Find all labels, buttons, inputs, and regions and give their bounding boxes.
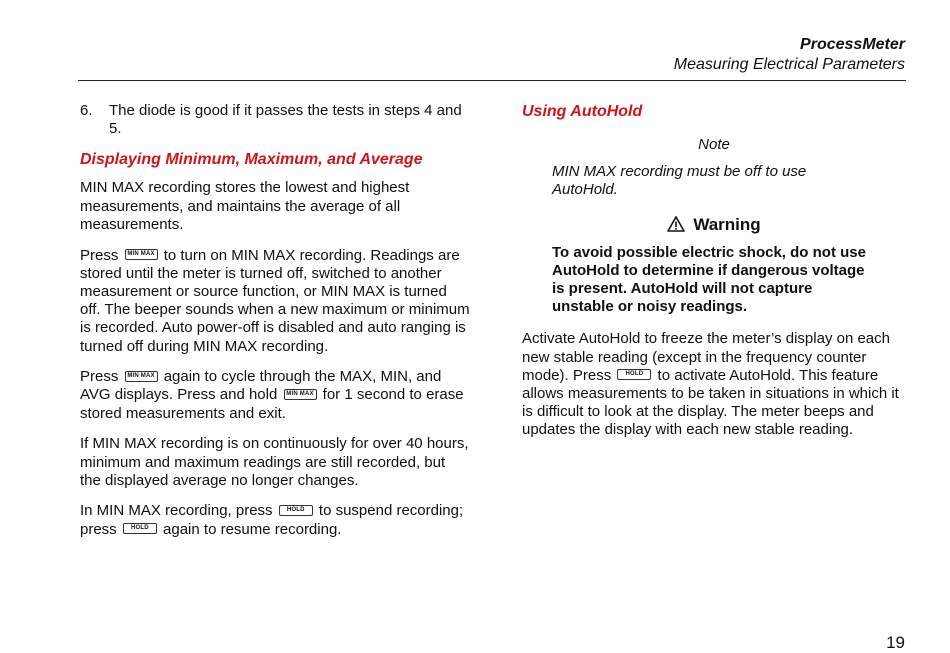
text-segment: Activate AutoHold to freeze the meter’s display on each new stable reading (except in the frequency counter mode). Press — [522, 330, 890, 384]
section-heading-minmax: Displaying Minimum, Maximum, and Average — [80, 151, 423, 169]
hold-key-icon: HOLD — [123, 523, 157, 534]
section-heading-autohold: Using AutoHold — [522, 103, 643, 120]
text-segment: In MIN MAX recording, press — [80, 502, 273, 520]
text-segment: Press — [80, 368, 119, 386]
text-segment: to activate AutoHold. This feature allows measurements to be taken in situations in which it is difficult to look at the display. The meter beeps and updates the display with each new stable reading. — [522, 366, 899, 439]
right-column — [522, 102, 906, 452]
text-segment: again to resume recording. — [163, 520, 342, 538]
text-segment: Press — [80, 246, 119, 264]
step-text: The diode is good if it passes the tests in steps 4 and 5. — [109, 102, 462, 138]
left-column — [80, 102, 470, 551]
header-rule — [78, 80, 906, 81]
hold-key-icon: HOLD — [279, 505, 313, 516]
note-label: Note — [698, 136, 730, 153]
paragraph-autohold — [522, 330, 906, 439]
paragraph-minmax-intro: MIN MAX recording stores the lowest and highest measurements, and maintains the average of all measurements. — [80, 179, 410, 233]
text-segment: to suspend recording; press — [80, 502, 464, 538]
hold-key-icon: HOLD — [617, 369, 651, 380]
header-subtitle: Measuring Electrical Parameters — [673, 56, 905, 73]
minmax-key-icon: MIN MAX — [125, 371, 158, 382]
warning-heading — [522, 214, 906, 238]
header-title: ProcessMeter — [800, 36, 905, 53]
paragraph-minmax-cycle — [80, 368, 470, 423]
note-text: MIN MAX recording must be off to use AutoHold. — [552, 163, 807, 199]
step-6 — [80, 102, 470, 138]
text-segment: for 1 second to erase stored measurements and exit. — [80, 386, 464, 422]
minmax-key-icon: MIN MAX — [284, 389, 317, 400]
paragraph-minmax-press — [80, 247, 470, 356]
warning-label: Warning — [693, 214, 761, 234]
text-segment: again to cycle through the MAX, MIN, and AVG displays. Press and hold — [80, 368, 442, 404]
paragraph-minmax-suspend — [80, 502, 470, 538]
warning-text: To avoid possible electric shock, do not use AutoHold to determine if dangerous voltage is present. AutoHold will not capture unstable or noisy readings. — [552, 243, 866, 316]
page-number: 19 — [886, 633, 905, 652]
warning-triangle-icon — [667, 216, 685, 238]
text-segment: to turn on MIN MAX recording. Readings are stored until the meter is turned off, switched to another measurement or source function, or MIN MAX is turned off. The beeper sounds when a new maximum or minimum is recorded. Auto power-off is disabled and auto ranging is turned off during MIN MAX recording. — [80, 246, 470, 355]
paragraph-minmax-continuous: If MIN MAX recording is on continuously for over 40 hours, minimum and maximum readings are still recorded, but the displayed average no longer changes. — [80, 435, 469, 489]
step-number: 6. — [80, 102, 93, 119]
minmax-key-icon: MIN MAX — [125, 249, 158, 260]
